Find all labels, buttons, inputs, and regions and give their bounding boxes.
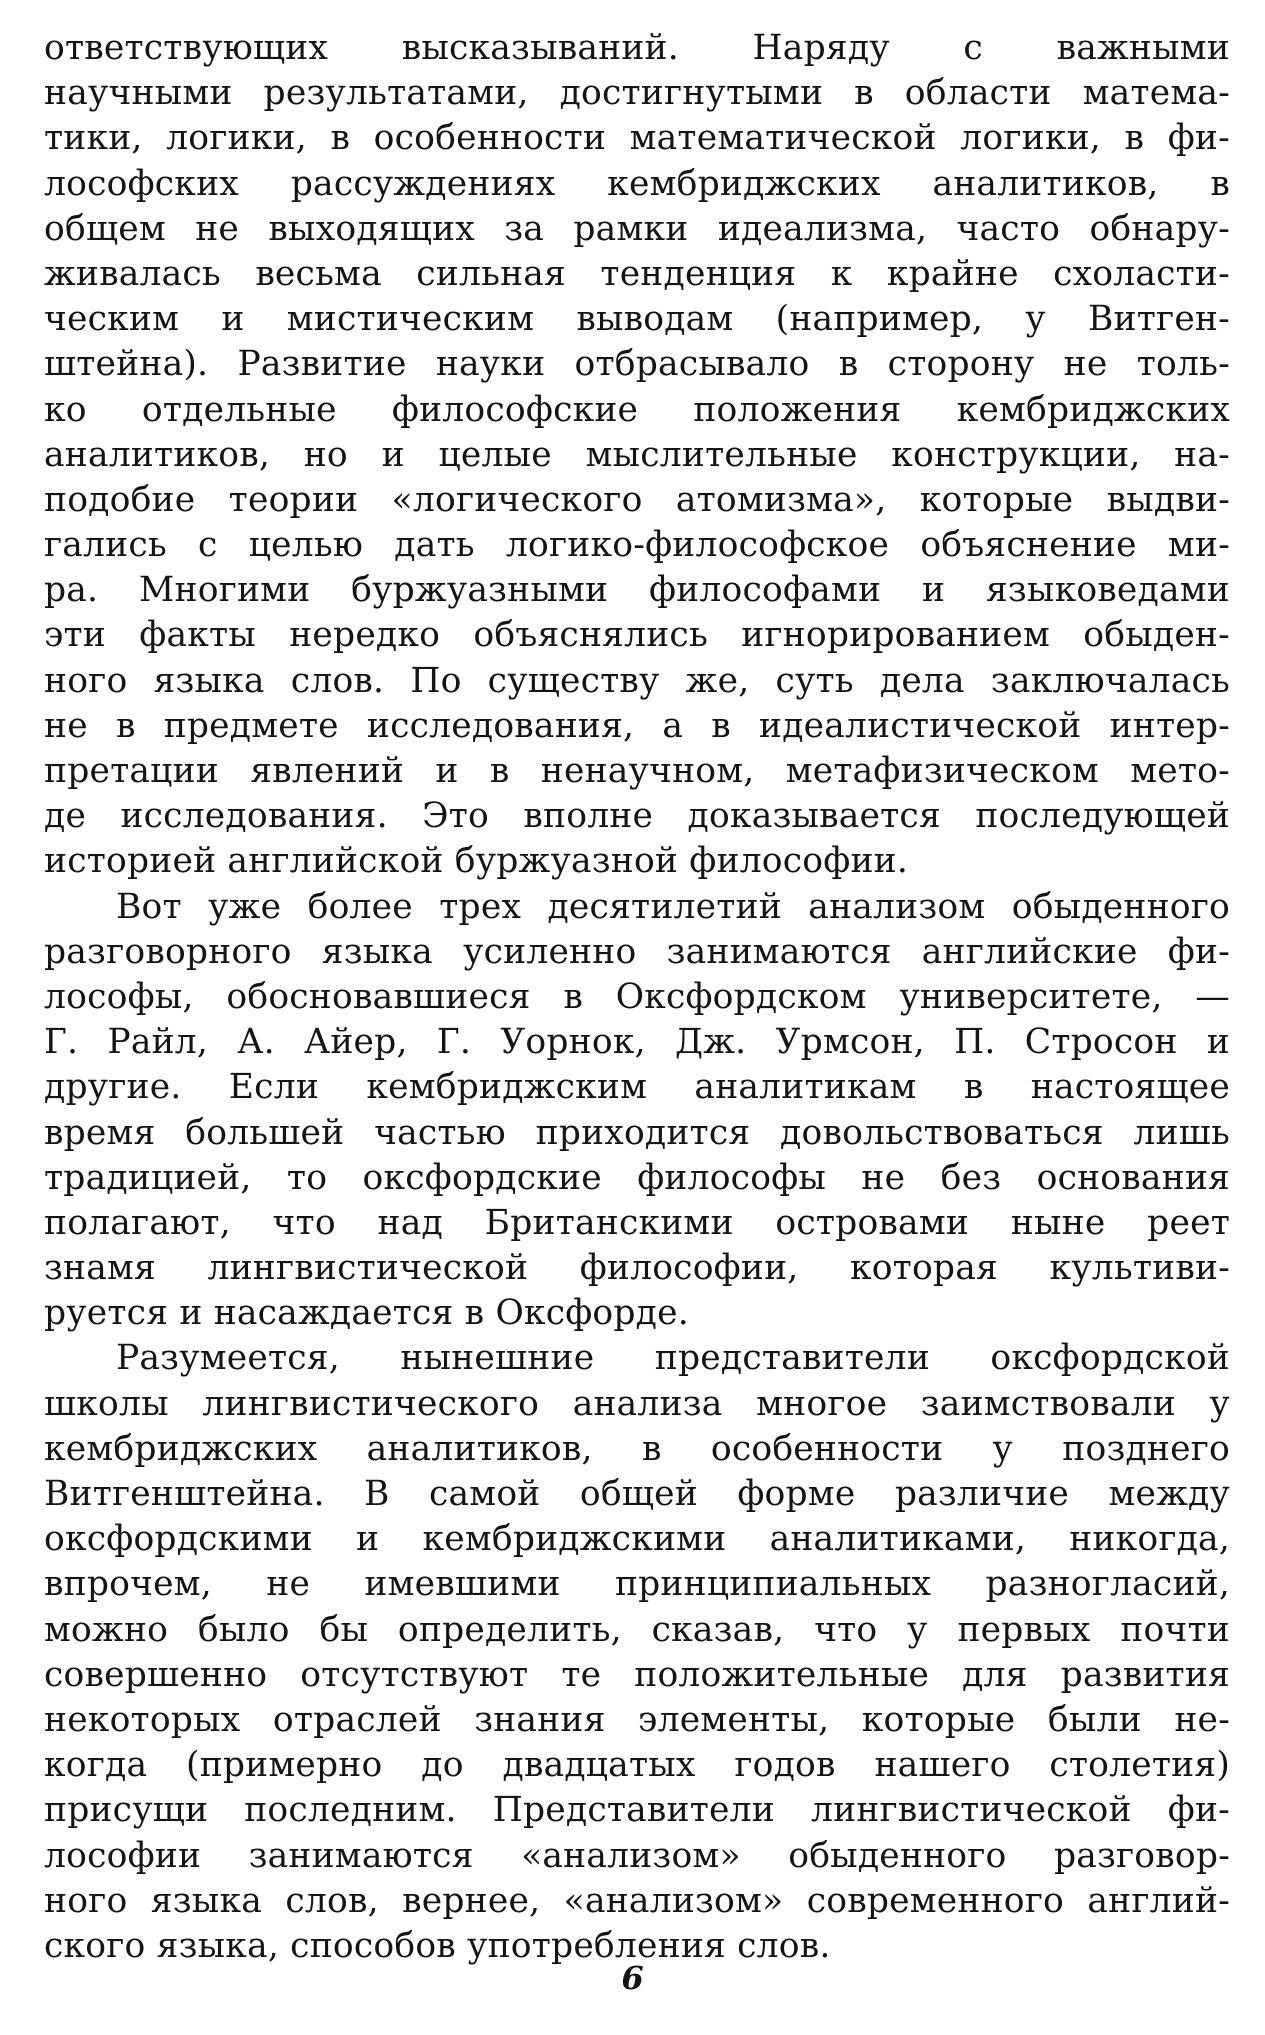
text-line: претации явлений и в ненаучном, метафизическом мето-: [44, 751, 1230, 791]
text-line: лософских рассуждениях кембриджских аналитиков, в: [44, 163, 1230, 204]
text-line: историей английской буржуазной философии.: [44, 841, 909, 882]
text-line: Г. Райл, А. Айер, Г. Уорнок, Дж. Урмсон, П. Стросон и: [44, 1022, 1230, 1063]
text-line: присущи последним. Представители лингвистической фи-: [44, 1790, 1230, 1831]
text-line: ческим и мистическим выводам (например, у Витген-: [44, 299, 1230, 340]
text-line: общем не выходящих за рамки идеализма, часто обнару-: [44, 208, 1230, 249]
text-line: ра. Многими буржуазными философами и языковедами: [44, 570, 1230, 611]
text-line: руется и насаждается в Оксфорде.: [44, 1293, 689, 1334]
text-line: время большей частью приходится довольствоваться лишь: [44, 1112, 1230, 1153]
text-line: традицией, то оксфордские философы не без основания: [44, 1157, 1230, 1198]
text-line: штейна). Развитие науки отбрасывало в сторону не толь-: [44, 344, 1230, 385]
text-line: Вот уже более трех десятилетий анализом обыденного: [116, 886, 1230, 927]
text-line: подобие теории «логического атомизма», которые выдви-: [44, 479, 1230, 520]
paragraph: [44, 885, 1230, 1337]
text-line: де исследования. Это вполне доказывается последующей: [44, 796, 1230, 837]
text-line: знамя лингвистической философии, которая культиви-: [44, 1248, 1230, 1289]
paragraph: [44, 26, 1230, 885]
text-line: лософии занимаются «анализом» обыденного разговор-: [44, 1835, 1230, 1876]
text-line: Разумеется, нынешние представители оксфордской: [116, 1338, 1230, 1379]
text-line: полагают, что над Британскими островами ныне реет: [44, 1202, 1230, 1243]
text-line: ответствующих высказываний. Наряду с важными: [44, 28, 1230, 68]
text-line: живалась весьма сильная тенденция к крайне схоласти-: [44, 253, 1230, 294]
text-line: некоторых отраслей знания элементы, которые были не-: [44, 1699, 1230, 1740]
text-line: когда (примерно до двадцатых годов нашего столетия): [44, 1745, 1230, 1786]
paragraph: [44, 1336, 1230, 1969]
text-line: другие. Если кембриджским аналитикам в настоящее: [44, 1067, 1230, 1108]
text-line: разговорного языка усиленно занимаются английские фи-: [44, 931, 1230, 972]
text-line: аналитиков, но и целые мыслительные конструкции, на-: [44, 434, 1230, 475]
text-line: не в предмете исследования, а в идеалистической интер-: [44, 705, 1230, 746]
text-line: впрочем, не имевшими принципиальных разногласий,: [44, 1564, 1230, 1605]
text-line: ского языка, способов употребления слов.: [44, 1925, 831, 1966]
text-line: ко отдельные философские положения кембриджских: [44, 389, 1230, 430]
text-line: оксфордскими и кембриджскими аналитиками, никогда,: [44, 1519, 1230, 1560]
text-line: научными результатами, достигнутыми в области матема-: [44, 73, 1230, 114]
page-number: 6: [621, 1959, 644, 1997]
body-text: [44, 26, 1230, 1969]
text-line: школы лингвистического анализа многое заимствовали у: [44, 1383, 1230, 1424]
text-line: кембриджских аналитиков, в особенности у позднего: [44, 1428, 1230, 1469]
text-line: гались с целью дать логико-философское объяснение ми-: [44, 525, 1230, 566]
text-line: Витгенштейна. В самой общей форме различие между: [44, 1474, 1230, 1514]
text-line: можно было бы определить, сказав, что у первых почти: [44, 1609, 1230, 1650]
text-line: совершенно отсутствуют те положительные для развития: [44, 1654, 1230, 1695]
text-line: тики, логики, в особенности математической логики, в фи-: [44, 118, 1230, 159]
text-line: лософы, обосновавшиеся в Оксфордском университете, —: [44, 976, 1230, 1017]
text-line: эти факты нередко объяснялись игнорированием обыден-: [44, 615, 1230, 656]
text-line: ного языка слов. По существу же, суть дела заключалась: [44, 660, 1230, 701]
text-line: ного языка слов, вернее, «анализом» современного англий-: [44, 1880, 1230, 1921]
